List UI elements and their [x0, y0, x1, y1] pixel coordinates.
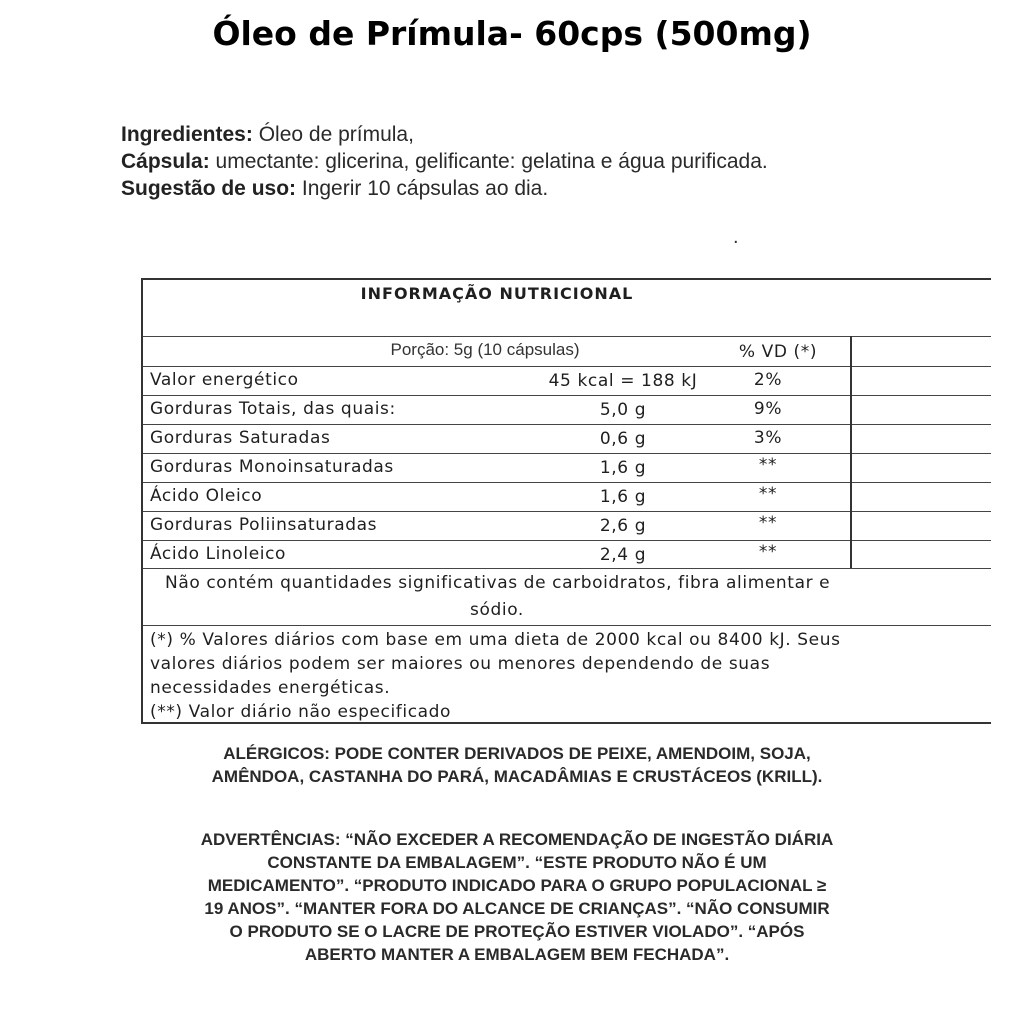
column-divider	[850, 336, 852, 569]
nutrient-vd: **	[758, 484, 778, 504]
nutrient-name: Gorduras Poliinsaturadas	[150, 515, 378, 535]
warnings-line: O PRODUTO SE O LACRE DE PROTEÇÃO ESTIVER VIOLADO”. “APÓS	[229, 922, 805, 941]
footnote-line: necessidades energéticas.	[150, 678, 391, 698]
table-divider	[143, 540, 991, 541]
vd-header: % VD (*)	[738, 342, 818, 362]
warnings-line: MEDICAMENTO”. “PRODUTO INDICADO PARA O GRUPO POPULACIONAL ≥	[207, 876, 827, 895]
note-line: sódio.	[470, 600, 524, 620]
nutrient-name: Ácido Linoleico	[150, 544, 287, 564]
nutrient-vd: 2%	[753, 370, 783, 390]
nutrition-title: INFORMAÇÃO NUTRICIONAL	[360, 284, 634, 303]
nutrient-vd: 9%	[753, 399, 783, 419]
ingredients-block	[121, 121, 821, 202]
usage-label: Sugestão de uso:	[121, 177, 297, 200]
ingredients-value: Óleo de prímula,	[252, 123, 414, 146]
footnote-line: (*) % Valores diários com base em uma dieta de 2000 kcal ou 8400 kJ. Seus	[150, 630, 841, 650]
nutrient-name: Gorduras Monoinsaturadas	[150, 457, 394, 477]
table-divider	[143, 424, 991, 425]
warnings-line: 19 ANOS”. “MANTER FORA DO ALCANCE DE CRIANÇAS”. “NÃO CONSUMIR	[204, 899, 830, 918]
nutrient-amount: 2,4 g	[599, 545, 647, 565]
allergens-notice	[121, 742, 913, 788]
nutrient-vd: 3%	[753, 428, 783, 448]
table-divider	[143, 453, 991, 454]
ingredients-label: Ingredientes:	[121, 123, 253, 146]
portion-label: Porção: 5g (10 cápsulas)	[390, 340, 580, 359]
nutrient-amount: 45 kcal = 188 kJ	[548, 371, 698, 391]
ingredients-line	[121, 121, 821, 148]
footnote-line: valores diários podem ser maiores ou menores dependendo de suas	[150, 654, 771, 674]
nutrient-amount: 5,0 g	[599, 400, 647, 420]
nutrient-name: Valor energético	[150, 370, 299, 390]
nutrition-table	[141, 278, 991, 724]
allergens-line: ALÉRGICOS: PODE CONTER DERIVADOS DE PEIXE, AMENDOIM, SOJA,	[223, 744, 811, 763]
nutrient-name: Gorduras Totais, das quais:	[150, 399, 396, 419]
table-divider	[143, 568, 991, 569]
stray-mark: .	[733, 226, 739, 248]
table-divider	[143, 366, 991, 367]
usage-value: Ingerir 10 cápsulas ao dia.	[296, 177, 549, 200]
capsule-line	[121, 148, 821, 175]
nutrient-vd: **	[758, 542, 778, 562]
table-divider	[143, 511, 991, 512]
table-divider	[143, 625, 991, 626]
nutrient-amount: 1,6 g	[599, 487, 647, 507]
warnings-notice	[121, 828, 913, 966]
note-line: Não contém quantidades significativas de carboidratos, fibra alimentar e	[165, 573, 831, 593]
nutrient-amount: 2,6 g	[599, 516, 647, 536]
table-divider	[143, 336, 991, 337]
nutrient-vd: **	[758, 455, 778, 475]
usage-line	[121, 175, 821, 202]
capsule-value: umectante: glicerina, gelificante: gelatina e água purificada.	[209, 150, 768, 173]
capsule-label: Cápsula:	[121, 150, 210, 173]
footnote-line: (**) Valor diário não especificado	[150, 702, 452, 722]
nutrient-name: Gorduras Saturadas	[150, 428, 331, 448]
nutrient-amount: 0,6 g	[599, 429, 647, 449]
table-divider	[143, 482, 991, 483]
nutrient-name: Ácido Oleico	[150, 486, 263, 506]
warnings-line: ABERTO MANTER A EMBALAGEM BEM FECHADA”.	[304, 945, 730, 964]
product-title: Óleo de Prímula- 60cps (500mg)	[212, 14, 812, 53]
nutrient-amount: 1,6 g	[599, 458, 647, 478]
table-divider	[143, 395, 991, 396]
warnings-line: ADVERTÊNCIAS: “NÃO EXCEDER A RECOMENDAÇÃO DE INGESTÃO DIÁRIA	[200, 830, 834, 849]
nutrient-vd: **	[758, 513, 778, 533]
allergens-line: AMÊNDOA, CASTANHA DO PARÁ, MACADÂMIAS E CRUSTÁCEOS (KRILL).	[211, 767, 823, 786]
warnings-line: CONSTANTE DA EMBALAGEM”. “ESTE PRODUTO NÃO É UM	[267, 853, 767, 872]
